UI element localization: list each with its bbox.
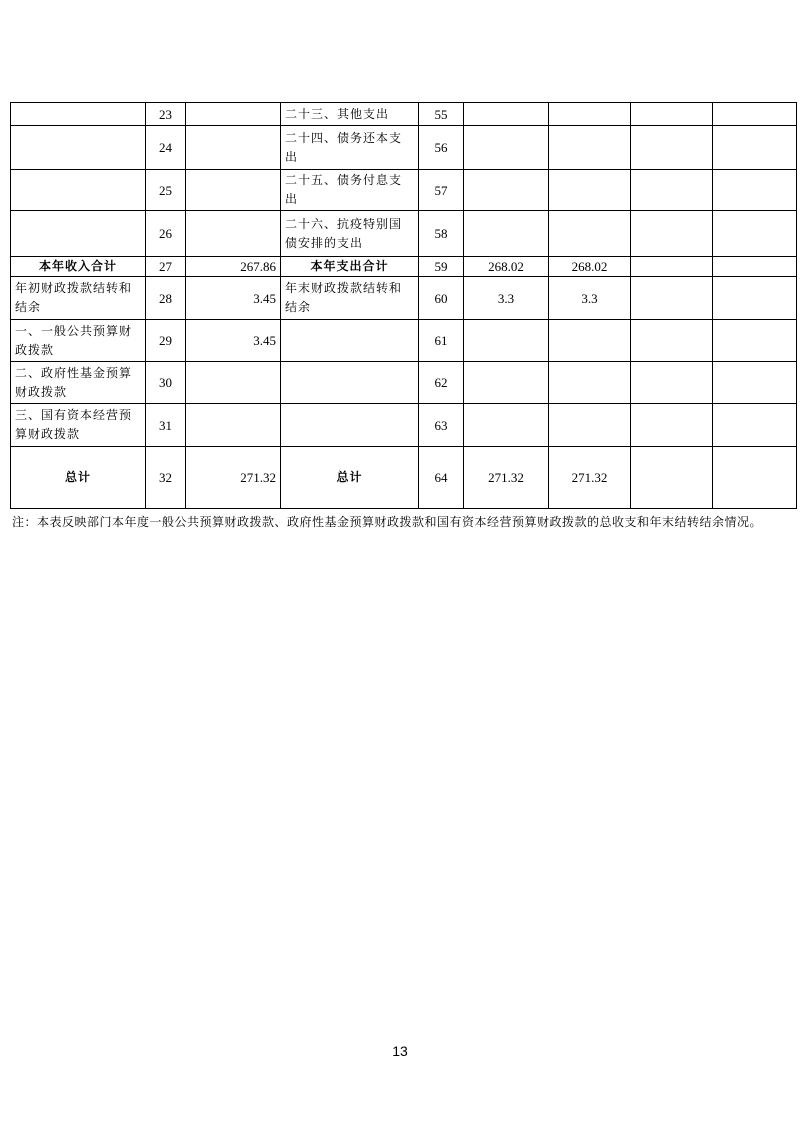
expense-row-number: 59 xyxy=(419,257,464,277)
state-capital-amount xyxy=(713,103,797,126)
expense-item: 二十四、债务还本支出 xyxy=(281,126,419,170)
income-amount: 3.45 xyxy=(186,277,281,320)
state-capital-amount xyxy=(713,170,797,211)
expense-item: 本年支出合计 xyxy=(281,257,419,277)
expense-row-number: 58 xyxy=(419,211,464,257)
income-row-number: 27 xyxy=(146,257,186,277)
expense-total xyxy=(464,211,549,257)
income-amount xyxy=(186,126,281,170)
table-row xyxy=(11,320,797,362)
fund-budget-amount xyxy=(631,103,713,126)
expense-total: 3.3 xyxy=(464,277,549,320)
expense-item: 二十六、抗疫特别国债安排的支出 xyxy=(281,211,419,257)
general-budget-amount xyxy=(549,320,631,362)
income-amount xyxy=(186,103,281,126)
expense-row-number: 60 xyxy=(419,277,464,320)
financial-appropriation-table xyxy=(10,102,797,509)
income-row-number: 28 xyxy=(146,277,186,320)
income-item: 三、国有资本经营预算财政拨款 xyxy=(11,404,146,447)
page-number: 13 xyxy=(392,1043,408,1059)
expense-row-number: 55 xyxy=(419,103,464,126)
fund-budget-amount xyxy=(631,404,713,447)
income-item xyxy=(11,211,146,257)
table-row xyxy=(11,277,797,320)
expense-row-number: 61 xyxy=(419,320,464,362)
state-capital-amount xyxy=(713,277,797,320)
fund-budget-amount xyxy=(631,447,713,509)
income-item: 总计 xyxy=(11,447,146,509)
fund-budget-amount xyxy=(631,170,713,211)
income-amount: 267.86 xyxy=(186,257,281,277)
expense-row-number: 56 xyxy=(419,126,464,170)
income-row-number: 24 xyxy=(146,126,186,170)
expense-item: 二十五、债务付息支出 xyxy=(281,170,419,211)
expense-item xyxy=(281,362,419,404)
general-budget-amount xyxy=(549,404,631,447)
income-row-number: 29 xyxy=(146,320,186,362)
fund-budget-amount xyxy=(631,211,713,257)
expense-total xyxy=(464,126,549,170)
general-budget-amount xyxy=(549,362,631,404)
table-row xyxy=(11,103,797,126)
income-amount xyxy=(186,362,281,404)
state-capital-amount xyxy=(713,404,797,447)
general-budget-amount: 268.02 xyxy=(549,257,631,277)
expense-row-number: 57 xyxy=(419,170,464,211)
fund-budget-amount xyxy=(631,362,713,404)
income-row-number: 32 xyxy=(146,447,186,509)
income-amount: 3.45 xyxy=(186,320,281,362)
expense-item xyxy=(281,320,419,362)
state-capital-amount xyxy=(713,362,797,404)
expense-row-number: 62 xyxy=(419,362,464,404)
income-item: 二、政府性基金预算财政拨款 xyxy=(11,362,146,404)
fund-budget-amount xyxy=(631,257,713,277)
general-budget-amount: 271.32 xyxy=(549,447,631,509)
table-row xyxy=(11,170,797,211)
fund-budget-amount xyxy=(631,126,713,170)
general-budget-amount xyxy=(549,126,631,170)
table-row xyxy=(11,126,797,170)
expense-total xyxy=(464,362,549,404)
income-amount: 271.32 xyxy=(186,447,281,509)
income-row-number: 25 xyxy=(146,170,186,211)
state-capital-amount xyxy=(713,257,797,277)
income-row-number: 26 xyxy=(146,211,186,257)
expense-total xyxy=(464,320,549,362)
expense-total: 271.32 xyxy=(464,447,549,509)
table-row xyxy=(11,404,797,447)
table-row xyxy=(11,362,797,404)
income-item xyxy=(11,126,146,170)
income-row-number: 23 xyxy=(146,103,186,126)
table-note: 注：本表反映部门本年度一般公共预算财政拨款、政府性基金预算财政拨款和国有资本经营预算财政拨款的总收支和年末结转结余情况。 xyxy=(12,515,763,529)
fund-budget-amount xyxy=(631,320,713,362)
state-capital-amount xyxy=(713,126,797,170)
general-budget-amount xyxy=(549,170,631,211)
state-capital-amount xyxy=(713,211,797,257)
general-budget-amount: 3.3 xyxy=(549,277,631,320)
income-amount xyxy=(186,211,281,257)
expense-total xyxy=(464,170,549,211)
income-row-number: 30 xyxy=(146,362,186,404)
expense-total: 268.02 xyxy=(464,257,549,277)
state-capital-amount xyxy=(713,320,797,362)
expense-item: 二十三、其他支出 xyxy=(281,103,419,126)
expense-total xyxy=(464,103,549,126)
income-item: 本年收入合计 xyxy=(11,257,146,277)
state-capital-amount xyxy=(713,447,797,509)
general-budget-amount xyxy=(549,103,631,126)
income-amount xyxy=(186,170,281,211)
income-item: 一、一般公共预算财政拨款 xyxy=(11,320,146,362)
expense-row-number: 64 xyxy=(419,447,464,509)
expense-total xyxy=(464,404,549,447)
income-item xyxy=(11,103,146,126)
income-item xyxy=(11,170,146,211)
expense-row-number: 63 xyxy=(419,404,464,447)
income-amount xyxy=(186,404,281,447)
general-budget-amount xyxy=(549,211,631,257)
table-row xyxy=(11,447,797,509)
income-row-number: 31 xyxy=(146,404,186,447)
expense-item xyxy=(281,404,419,447)
income-item: 年初财政拨款结转和结余 xyxy=(11,277,146,320)
table-row xyxy=(11,257,797,277)
expense-item: 年末财政拨款结转和结余 xyxy=(281,277,419,320)
fund-budget-amount xyxy=(631,277,713,320)
expense-item: 总计 xyxy=(281,447,419,509)
table-row xyxy=(11,211,797,257)
